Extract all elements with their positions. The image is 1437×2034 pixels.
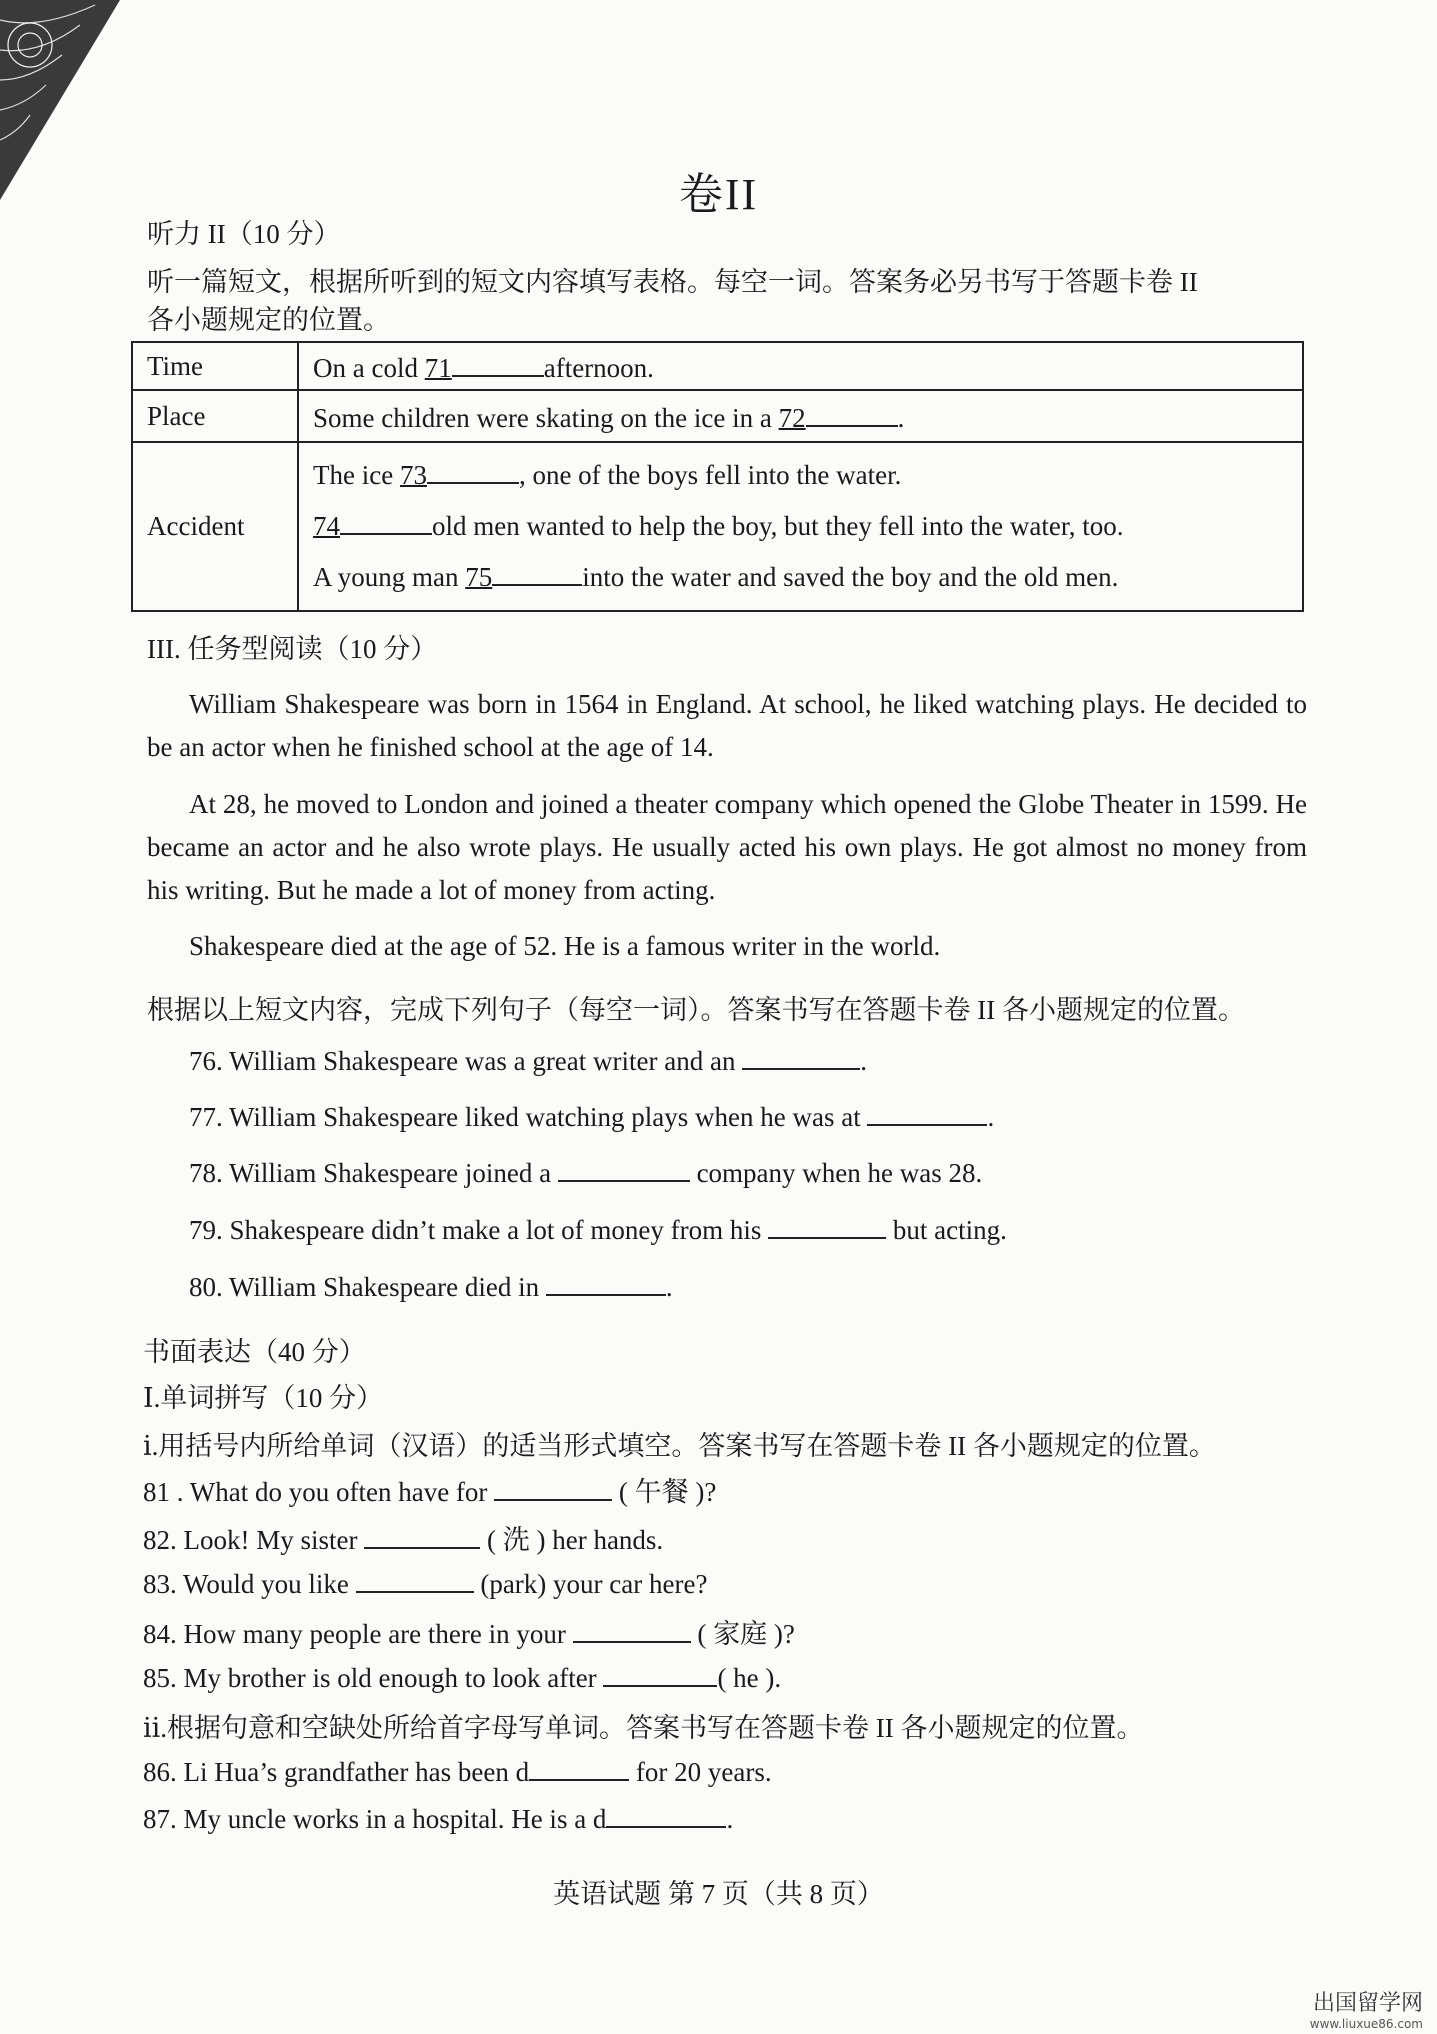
acc1-pre: The ice [313,460,400,490]
time-cell [298,342,1303,390]
page-footer: 英语试题 第 7 页（共 8 页） [553,1879,884,1909]
instruction-ii: ⅱ.根据句意和空缺处所给首字母写单词。答案书写在答题卡卷 II 各小题规定的位置。 [143,1713,1144,1743]
table-row-time [132,342,1303,390]
blank-84[interactable] [573,1615,691,1643]
acc1-post: , one of the boys fell into the water. [518,460,902,490]
blank-83[interactable] [356,1565,474,1593]
blank-71[interactable] [452,349,544,377]
question-80: 80. William Shakespeare died in . [189,1268,673,1303]
blank-77[interactable] [867,1098,987,1126]
accident-line-1 [313,450,1288,501]
watermark-url: www.liuxue86.com [1309,2017,1423,2031]
place-text-post: . [897,402,905,433]
accident-cell [298,442,1303,611]
blank-72[interactable] [806,399,898,427]
blank-78[interactable] [558,1154,690,1182]
spelling-heading: Ⅰ.单词拼写（10 分） [143,1383,384,1413]
listening-table [131,341,1304,612]
blank-74-number: 74 [313,511,340,541]
blank-85[interactable] [603,1659,717,1687]
reading-heading: III. 任务型阅读（10 分） [147,634,438,664]
question-83: 83. Would you like (park) your car here? [143,1565,707,1600]
question-77: 77. William Shakespeare liked watching plays when he was at . [189,1098,994,1133]
place-label: Place [132,390,298,442]
table-row-place [132,390,1303,442]
time-text-post: afternoon. [543,352,654,383]
question-76: 76. William Shakespeare was a great writer and an . [189,1042,867,1077]
question-86: 86. Li Hua’s grandfather has been d for 20 years. [143,1753,772,1788]
question-78: 78. William Shakespeare joined a company when he was 28. [189,1154,982,1189]
listening-instruction-2: 各小题规定的位置。 [147,305,390,335]
blank-79[interactable] [768,1211,886,1239]
blank-80[interactable] [546,1268,666,1296]
blank-73[interactable] [427,456,519,484]
listening-heading: 听力 II（10 分） [147,219,341,249]
question-79: 79. Shakespeare didn’t make a lot of money from his but acting. [189,1211,1007,1246]
acc2-post: old men wanted to help the boy, but they fell into the water, too. [432,511,1124,541]
place-text-pre: Some children were skating on the ice in a [313,402,779,433]
writing-heading: 书面表达（40 分） [143,1337,366,1367]
instruction-i: ⅰ.用括号内所给单词（汉语）的适当形式填空。答案书写在答题卡卷 II 各小题规定的位置。 [143,1431,1216,1461]
question-87: 87. My uncle works in a hospital. He is a d . [143,1800,733,1835]
blank-71-number: 71 [424,352,452,383]
question-85: 85. My brother is old enough to look after ( he ). [143,1659,781,1694]
reading-paragraph-1: William Shakespeare was born in 1564 in England. At school, he liked watching plays. He decided to be an actor when he finished school at the age of 14. [147,689,1307,762]
watermark-name: 出国留学网 [1312,1991,1423,2016]
page-title: 卷II [678,170,759,219]
accident-line-2 [313,501,1288,552]
table-row-accident [132,442,1303,611]
time-label: Time [132,342,298,390]
blank-81[interactable] [494,1473,612,1501]
reading-paragraph-2: At 28, he moved to London and joined a theater company which opened the Globe Theater in 1599. He became an actor and he also wrote plays. He usually acted his own plays. He got almost no money from his writing. But he made a lot of money from acting. [147,789,1307,905]
question-84: 84. How many people are there in your ( 家庭 )? [143,1612,795,1651]
blank-75[interactable] [492,558,582,586]
blank-72-number: 72 [778,402,806,433]
acc3-post: into the water and saved the boy and the old men. [582,562,1119,592]
listening-instruction-1: 听一篇短文，根据所听到的短文内容填写表格。每空一词。答案务必另书写于答题卡卷 II [147,267,1198,297]
reading-instruction: 根据以上短文内容，完成下列句子（每空一词）。答案书写在答题卡卷 II 各小题规定的位置。 [147,995,1245,1025]
watermark [1309,1991,1423,2034]
acc3-pre: A young man [313,562,466,592]
blank-82[interactable] [364,1521,480,1549]
blank-74[interactable] [340,507,432,535]
accident-label: Accident [132,442,298,611]
blank-76[interactable] [742,1042,860,1070]
blank-86[interactable] [529,1753,629,1781]
blank-87[interactable] [606,1800,726,1828]
time-text-pre: On a cold [313,352,425,383]
reading-paragraph-3: Shakespeare died at the age of 52. He is a famous writer in the world. [189,931,941,961]
blank-75-number: 75 [465,562,493,592]
question-82: 82. Look! My sister ( 洗 ) her hands. [143,1518,663,1557]
blank-73-number: 73 [399,460,427,490]
accident-line-3 [313,552,1288,603]
question-81: 81 . What do you often have for ( 午餐 )? [143,1470,716,1509]
place-cell [298,390,1303,442]
